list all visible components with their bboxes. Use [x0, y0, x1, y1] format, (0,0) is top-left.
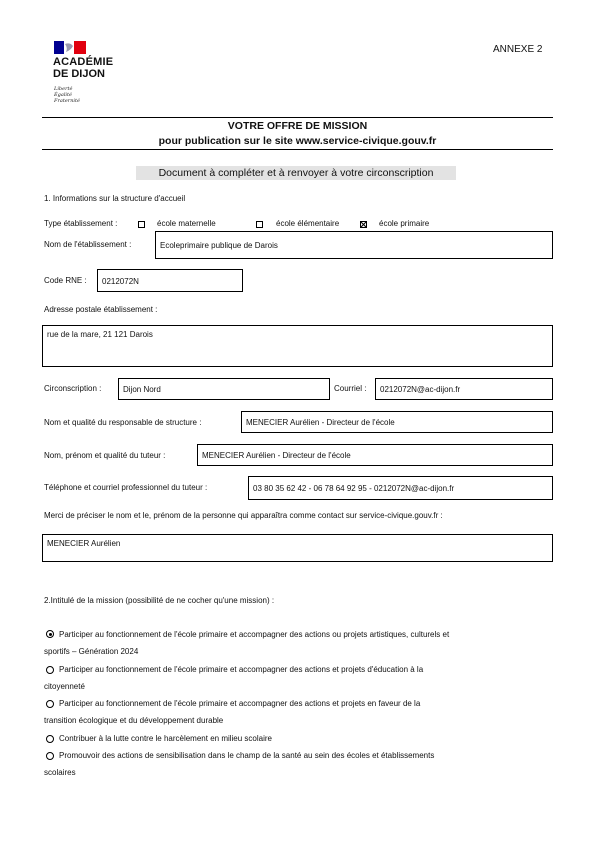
type-label: Type établissement :	[44, 219, 118, 228]
tuteur-field[interactable]: MENECIER Aurélien - Directeur de l'école	[197, 444, 553, 466]
type-maternelle-label: école maternelle	[157, 219, 216, 228]
courriel-field[interactable]: 0212072N@ac-dijon.fr	[375, 378, 553, 400]
responsable-field[interactable]: MENECIER Aurélien - Directeur de l'école	[241, 411, 553, 433]
mission-option-3-line1: Participer au fonctionnement de l'école primaire et accompagner des actions et projets en faveur de la	[59, 699, 421, 708]
mission-option-2-line2: citoyenneté	[44, 682, 85, 691]
contact-label: Merci de préciser le nom et le, prénom de la personne qui apparaîtra comme contact sur service-civique.gouv.fr :	[44, 511, 443, 520]
adresse-label: Adresse postale établissement :	[44, 305, 158, 314]
devise-text: Liberté Égalité Fraternité	[54, 86, 80, 104]
mission-option-4-line1: Contribuer à la lutte contre le harcèlement en milieu scolaire	[59, 734, 272, 743]
title-line2: pour publication sur le site www.service-civique.gouv.fr	[158, 135, 437, 147]
instruction-banner: Document à compléter et à renvoyer à votre circonscription	[136, 166, 456, 180]
type-maternelle-checkbox[interactable]	[138, 221, 145, 228]
type-elementaire-label: école élémentaire	[276, 219, 340, 228]
mission-option-5-line1: Promouvoir des actions de sensibilisation dans le champ de la santé au sein des écoles et établissements	[59, 751, 435, 760]
contact-field[interactable]: MENECIER Aurélien	[42, 534, 553, 562]
marianne-logo-icon	[54, 40, 86, 55]
mission-radio-5[interactable]	[46, 752, 54, 760]
tel-field[interactable]: 03 80 35 62 42 - 06 78 64 92 95 - 0212072N@ac-dijon.fr	[248, 476, 553, 500]
responsable-label: Nom et qualité du responsable de structure :	[44, 418, 202, 427]
mission-option-5-line2: scolaires	[44, 768, 76, 777]
mission-radio-4[interactable]	[46, 735, 54, 743]
adresse-field[interactable]: rue de la mare, 21 121 Darois	[42, 325, 553, 367]
nom-field[interactable]: Ecoleprimaire publique de Darois	[155, 231, 553, 259]
type-elementaire-checkbox[interactable]	[256, 221, 263, 228]
circo-field[interactable]: Dijon Nord	[118, 378, 330, 400]
section1-heading: 1. Informations sur la structure d'accueil	[44, 194, 186, 203]
mission-option-1-line1: Participer au fonctionnement de l'école primaire et accompagner des actions ou projets artistiques, culturels et	[59, 630, 450, 639]
title-top-rule	[42, 117, 553, 118]
mission-radio-3[interactable]	[46, 700, 54, 708]
circo-label: Circonscription :	[44, 384, 102, 393]
nom-label: Nom de l'établissement :	[44, 240, 132, 249]
mission-option-1-line2: sportifs – Génération 2024	[44, 647, 139, 656]
courriel-label: Courriel :	[334, 384, 367, 393]
tuteur-label: Nom, prénom et qualité du tuteur :	[44, 451, 166, 460]
rne-field[interactable]: 0212072N	[97, 269, 243, 292]
mission-option-2-line1: Participer au fonctionnement de l'école primaire et accompagner des actions et projets d'éducation à la	[59, 665, 424, 674]
title-bottom-rule	[42, 149, 553, 150]
tel-label: Téléphone et courriel professionnel du tuteur :	[44, 483, 208, 492]
annexe-label: ANNEXE 2	[493, 44, 543, 55]
section2-heading: 2.Intitulé de la mission (possibilité de ne cocher qu'une mission) :	[44, 596, 275, 605]
mission-radio-2[interactable]	[46, 666, 54, 674]
mission-radio-1[interactable]	[46, 630, 54, 638]
type-primaire-checkbox[interactable]	[360, 221, 367, 228]
rne-label: Code RNE :	[44, 276, 87, 285]
logo-academie-text: ACADÉMIE	[53, 56, 114, 68]
type-primaire-label: école primaire	[379, 219, 430, 228]
title-line1: VOTRE OFFRE DE MISSION	[227, 120, 368, 132]
logo-dijon-text: DE DIJON	[53, 68, 105, 80]
mission-option-3-line2: transition écologique et du développement durable	[44, 716, 224, 725]
